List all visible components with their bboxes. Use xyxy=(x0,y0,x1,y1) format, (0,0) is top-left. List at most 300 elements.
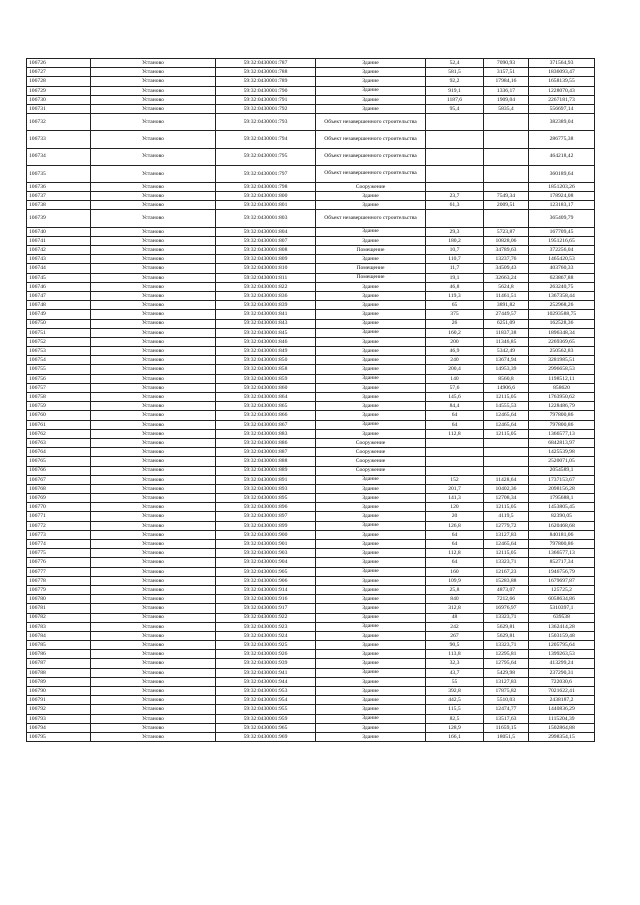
cadastral-value-cell: 125725,2 xyxy=(529,585,595,594)
object-type-cell: Здание xyxy=(316,95,426,104)
row-id-cell: 106792 xyxy=(27,705,91,714)
table-row xyxy=(27,723,595,732)
unit-value-cell: 11837,38 xyxy=(484,328,529,337)
settlement-cell: Установо xyxy=(91,659,216,668)
unit-value-cell: 3891,82 xyxy=(484,301,529,310)
cadastral-number-cell: 59:32:0430001:807 xyxy=(216,236,316,245)
cadastral-value-cell: 286775,38 xyxy=(529,131,595,148)
row-id-cell: 106749 xyxy=(27,310,91,319)
area-cell: 110,7 xyxy=(426,255,484,264)
object-type-cell: Здание xyxy=(316,475,426,484)
row-id-cell: 106770 xyxy=(27,503,91,512)
area-cell: 64 xyxy=(426,411,484,420)
table-row xyxy=(27,705,595,714)
settlement-cell: Установо xyxy=(91,328,216,337)
settlement-cell: Установо xyxy=(91,732,216,741)
row-id-cell: 106780 xyxy=(27,595,91,604)
settlement-cell: Установо xyxy=(91,585,216,594)
area-cell: 55 xyxy=(426,677,484,686)
unit-value-cell: 5723,87 xyxy=(484,227,529,236)
unit-value-cell: 1336,17 xyxy=(484,86,529,95)
row-id-cell: 106777 xyxy=(27,567,91,576)
object-type-cell: Здание xyxy=(316,328,426,337)
table-row xyxy=(27,558,595,567)
object-type-cell: Здание xyxy=(316,723,426,732)
cadastral-value-cell: 237290,31 xyxy=(529,668,595,677)
row-id-cell: 106733 xyxy=(27,131,91,148)
cadastral-value-cell: 1763950,62 xyxy=(529,393,595,402)
unit-value-cell: 13323,71 xyxy=(484,613,529,622)
cadastral-value-cell: 6842813,97 xyxy=(529,438,595,447)
settlement-cell: Установо xyxy=(91,558,216,567)
unit-value-cell: 12465,64 xyxy=(484,540,529,549)
row-id-cell: 106754 xyxy=(27,356,91,365)
cadastral-value-cell: 2998354,15 xyxy=(529,732,595,741)
row-id-cell: 106764 xyxy=(27,448,91,457)
object-type-cell: Здание xyxy=(316,429,426,438)
unit-value-cell: 4119,5 xyxy=(484,512,529,521)
unit-value-cell xyxy=(484,165,529,182)
settlement-cell: Установо xyxy=(91,714,216,723)
table-row xyxy=(27,484,595,493)
area-cell: 115,5 xyxy=(426,705,484,714)
area-cell: 29,3 xyxy=(426,227,484,236)
cadastral-value-cell: 1620468,68 xyxy=(529,521,595,530)
settlement-cell: Установо xyxy=(91,291,216,300)
unit-value-cell: 12115,05 xyxy=(484,549,529,558)
cadastral-value-cell: 1366577,13 xyxy=(529,429,595,438)
row-id-cell: 106794 xyxy=(27,723,91,732)
unit-value-cell: 5342,49 xyxy=(484,347,529,356)
cadastral-value-cell: 10293588,75 xyxy=(529,310,595,319)
area-cell xyxy=(426,182,484,191)
area-cell: 145,6 xyxy=(426,393,484,402)
table-row xyxy=(27,131,595,148)
unit-value-cell: 2009,51 xyxy=(484,201,529,210)
table-row xyxy=(27,201,595,210)
cadastral-value-cell: 1366577,13 xyxy=(529,549,595,558)
row-id-cell: 106789 xyxy=(27,677,91,686)
settlement-cell: Установо xyxy=(91,687,216,696)
area-cell: 840 xyxy=(426,595,484,604)
object-type-cell: Здание xyxy=(316,631,426,640)
unit-value-cell: 16976,97 xyxy=(484,604,529,613)
row-id-cell: 106743 xyxy=(27,255,91,264)
settlement-cell: Установо xyxy=(91,347,216,356)
cadastral-number-cell: 59:32:0430001:850 xyxy=(216,356,316,365)
cadastral-number-cell: 59:32:0430001:790 xyxy=(216,86,316,95)
cadastral-number-cell: 59:32:0430001:887 xyxy=(216,448,316,457)
table-row xyxy=(27,192,595,201)
table-row xyxy=(27,402,595,411)
unit-value-cell: 12708,34 xyxy=(484,494,529,503)
row-id-cell: 106731 xyxy=(27,104,91,113)
area-cell xyxy=(426,148,484,165)
cadastral-value-cell: 360189,64 xyxy=(529,165,595,182)
area-cell xyxy=(426,448,484,457)
unit-value-cell: 7090,93 xyxy=(484,59,529,68)
settlement-cell: Установо xyxy=(91,705,216,714)
area-cell: 1187,6 xyxy=(426,95,484,104)
area-cell: 43,7 xyxy=(426,668,484,677)
cadastral-number-cell: 59:32:0430001:893 xyxy=(216,484,316,493)
cadastral-value-cell: 1896348,34 xyxy=(529,328,595,337)
table-row xyxy=(27,104,595,113)
cadastral-value-cell: 1465420,53 xyxy=(529,255,595,264)
unit-value-cell: 5624,8 xyxy=(484,282,529,291)
cadastral-value-table xyxy=(26,58,594,742)
table-row xyxy=(27,503,595,512)
unit-value-cell xyxy=(484,457,529,466)
unit-value-cell: 17984,16 xyxy=(484,77,529,86)
settlement-cell: Установо xyxy=(91,613,216,622)
cadastral-value-cell: 1502864,88 xyxy=(529,723,595,732)
table-row xyxy=(27,210,595,227)
object-type-cell: Здание xyxy=(316,301,426,310)
row-id-cell: 106765 xyxy=(27,457,91,466)
cadastral-number-cell: 59:32:0430001:845 xyxy=(216,328,316,337)
object-type-cell: Объект незавершенного строительства xyxy=(316,148,426,165)
unit-value-cell: 5629,81 xyxy=(484,631,529,640)
unit-value-cell: 12465,64 xyxy=(484,411,529,420)
area-cell: 392,8 xyxy=(426,687,484,696)
cadastral-value-cell: 852717,34 xyxy=(529,558,595,567)
settlement-cell: Установо xyxy=(91,310,216,319)
cadastral-number-cell: 59:32:0430001:791 xyxy=(216,95,316,104)
object-type-cell: Сооружение xyxy=(316,448,426,457)
table-row xyxy=(27,585,595,594)
object-type-cell: Здание xyxy=(316,668,426,677)
table-row xyxy=(27,650,595,659)
unit-value-cell: 12115,05 xyxy=(484,429,529,438)
object-type-cell: Здание xyxy=(316,567,426,576)
row-id-cell: 106785 xyxy=(27,641,91,650)
row-id-cell: 106735 xyxy=(27,165,91,182)
cadastral-value-cell: 413299,24 xyxy=(529,659,595,668)
table-row xyxy=(27,677,595,686)
object-type-cell: Здание xyxy=(316,201,426,210)
object-type-cell: Здание xyxy=(316,291,426,300)
table-row xyxy=(27,347,595,356)
cadastral-value-cell: 1946756,79 xyxy=(529,567,595,576)
area-cell: 48 xyxy=(426,613,484,622)
object-type-cell: Здание xyxy=(316,337,426,346)
table-body xyxy=(27,59,595,742)
object-type-cell: Сооружение xyxy=(316,466,426,475)
settlement-cell: Установо xyxy=(91,420,216,429)
row-id-cell: 106729 xyxy=(27,86,91,95)
unit-value-cell: 5429,98 xyxy=(484,668,529,677)
cadastral-number-cell: 59:32:0430001:804 xyxy=(216,227,316,236)
cadastral-value-cell: 2098156,28 xyxy=(529,484,595,493)
settlement-cell: Установо xyxy=(91,494,216,503)
area-cell: 166,1 xyxy=(426,732,484,741)
table-row xyxy=(27,714,595,723)
settlement-cell: Установо xyxy=(91,595,216,604)
area-cell: 141,3 xyxy=(426,494,484,503)
object-type-cell: Здание xyxy=(316,59,426,68)
settlement-cell: Установо xyxy=(91,503,216,512)
cadastral-value-cell: 1658139,55 xyxy=(529,77,595,86)
cadastral-number-cell: 59:32:0430001:922 xyxy=(216,613,316,622)
cadastral-number-cell: 59:32:0430001:906 xyxy=(216,576,316,585)
unit-value-cell: 5510,03 xyxy=(484,696,529,705)
area-cell: 64 xyxy=(426,540,484,549)
table-row xyxy=(27,227,595,236)
area-cell: 10,7 xyxy=(426,246,484,255)
cadastral-number-cell: 59:32:0430001:866 xyxy=(216,411,316,420)
cadastral-number-cell: 59:32:0430001:953 xyxy=(216,687,316,696)
cadastral-number-cell: 59:32:0430001:923 xyxy=(216,622,316,631)
area-cell: 180,2 xyxy=(426,236,484,245)
unit-value-cell: 17875,82 xyxy=(484,687,529,696)
settlement-cell: Установо xyxy=(91,114,216,131)
area-cell: 46,8 xyxy=(426,282,484,291)
row-id-cell: 106762 xyxy=(27,429,91,438)
row-id-cell: 106740 xyxy=(27,227,91,236)
unit-value-cell: 13237,76 xyxy=(484,255,529,264)
row-id-cell: 106736 xyxy=(27,182,91,191)
area-cell xyxy=(426,114,484,131)
unit-value-cell: 27449,57 xyxy=(484,310,529,319)
area-cell: 140 xyxy=(426,374,484,383)
object-type-cell: Здание xyxy=(316,687,426,696)
cadastral-number-cell: 59:32:0430001:955 xyxy=(216,705,316,714)
row-id-cell: 106763 xyxy=(27,438,91,447)
row-id-cell: 106726 xyxy=(27,59,91,68)
area-cell: 120 xyxy=(426,503,484,512)
cadastral-value-cell: 1228070,43 xyxy=(529,86,595,95)
row-id-cell: 106787 xyxy=(27,659,91,668)
table-row xyxy=(27,457,595,466)
table-row xyxy=(27,337,595,346)
area-cell: 65 xyxy=(426,301,484,310)
cadastral-value-cell: 365409,79 xyxy=(529,210,595,227)
table-row xyxy=(27,696,595,705)
row-id-cell: 106781 xyxy=(27,604,91,613)
settlement-cell: Установо xyxy=(91,182,216,191)
cadastral-value-cell: 1205795,64 xyxy=(529,641,595,650)
area-cell: 57,6 xyxy=(426,383,484,392)
unit-value-cell: 12779,72 xyxy=(484,521,529,530)
cadastral-value-cell: 371564,93 xyxy=(529,59,595,68)
row-id-cell: 106757 xyxy=(27,383,91,392)
row-id-cell: 106773 xyxy=(27,530,91,539)
object-type-cell: Объект незавершенного строительства xyxy=(316,210,426,227)
settlement-cell: Установо xyxy=(91,201,216,210)
cadastral-number-cell: 59:32:0430001:939 xyxy=(216,659,316,668)
row-id-cell: 106788 xyxy=(27,668,91,677)
cadastral-value-cell: 1836093,47 xyxy=(529,68,595,77)
settlement-cell: Установо xyxy=(91,374,216,383)
settlement-cell: Установо xyxy=(91,466,216,475)
settlement-cell: Установо xyxy=(91,402,216,411)
unit-value-cell xyxy=(484,148,529,165)
table-row xyxy=(27,77,595,86)
area-cell: 312,8 xyxy=(426,604,484,613)
cadastral-number-cell: 59:32:0430001:941 xyxy=(216,668,316,677)
row-id-cell: 106752 xyxy=(27,337,91,346)
unit-value-cell xyxy=(484,182,529,191)
area-cell: 82,5 xyxy=(426,714,484,723)
cadastral-number-cell: 59:32:0430001:891 xyxy=(216,475,316,484)
area-cell: 52,4 xyxy=(426,59,484,68)
area-cell: 201,7 xyxy=(426,484,484,493)
cadastral-value-cell: 263240,75 xyxy=(529,282,595,291)
cadastral-value-cell: 6058634,86 xyxy=(529,595,595,604)
object-type-cell: Здание xyxy=(316,549,426,558)
table-row xyxy=(27,668,595,677)
area-cell: 84,4 xyxy=(426,402,484,411)
settlement-cell: Установо xyxy=(91,438,216,447)
object-type-cell: Помещение xyxy=(316,246,426,255)
unit-value-cell: 32663,24 xyxy=(484,273,529,282)
row-id-cell: 106760 xyxy=(27,411,91,420)
table-row xyxy=(27,521,595,530)
unit-value-cell: 13323,71 xyxy=(484,641,529,650)
cadastral-value-cell: 1228486,79 xyxy=(529,402,595,411)
area-cell: 25,8 xyxy=(426,585,484,594)
area-cell xyxy=(426,457,484,466)
object-type-cell: Здание xyxy=(316,484,426,493)
row-id-cell: 106771 xyxy=(27,512,91,521)
table-row xyxy=(27,246,595,255)
area-cell: 90,5 xyxy=(426,641,484,650)
table-row xyxy=(27,641,595,650)
object-type-cell: Здание xyxy=(316,613,426,622)
area-cell: 95,4 xyxy=(426,104,484,113)
cadastral-value-cell: 797800,86 xyxy=(529,540,595,549)
cadastral-value-cell: 162528,36 xyxy=(529,319,595,328)
row-id-cell: 106744 xyxy=(27,264,91,273)
cadastral-number-cell: 59:32:0430001:808 xyxy=(216,246,316,255)
cadastral-number-cell: 59:32:0430001:859 xyxy=(216,374,316,383)
area-cell: 64 xyxy=(426,420,484,429)
row-id-cell: 106756 xyxy=(27,374,91,383)
area-cell: 26 xyxy=(426,319,484,328)
row-id-cell: 106759 xyxy=(27,402,91,411)
table-row xyxy=(27,301,595,310)
cadastral-number-cell: 59:32:0430001:822 xyxy=(216,282,316,291)
object-type-cell: Здание xyxy=(316,558,426,567)
settlement-cell: Установо xyxy=(91,246,216,255)
object-type-cell: Здание xyxy=(316,77,426,86)
object-type-cell: Здание xyxy=(316,68,426,77)
unit-value-cell: 12474,77 xyxy=(484,705,529,714)
cadastral-number-cell: 59:32:0430001:810 xyxy=(216,264,316,273)
cadastral-number-cell: 59:32:0430001:904 xyxy=(216,558,316,567)
table-row xyxy=(27,182,595,191)
row-id-cell: 106746 xyxy=(27,282,91,291)
object-type-cell: Здание xyxy=(316,86,426,95)
object-type-cell: Здание xyxy=(316,356,426,365)
table-row xyxy=(27,622,595,631)
unit-value-cell: 6251,09 xyxy=(484,319,529,328)
cadastral-value-cell: 2438187,2 xyxy=(529,696,595,705)
object-type-cell: Здание xyxy=(316,347,426,356)
cadastral-value-cell: 464218,42 xyxy=(529,148,595,165)
unit-value-cell: 12295,81 xyxy=(484,650,529,659)
row-id-cell: 106751 xyxy=(27,328,91,337)
cadastral-number-cell: 59:32:0430001:903 xyxy=(216,549,316,558)
area-cell xyxy=(426,438,484,447)
cadastral-number-cell: 59:32:0430001:969 xyxy=(216,732,316,741)
unit-value-cell: 12115,05 xyxy=(484,503,529,512)
row-id-cell: 106775 xyxy=(27,549,91,558)
table-row xyxy=(27,291,595,300)
cadastral-value-cell: 3281985,51 xyxy=(529,356,595,365)
cadastral-number-cell: 59:32:0430001:846 xyxy=(216,337,316,346)
cadastral-number-cell: 59:32:0430001:897 xyxy=(216,512,316,521)
row-id-cell: 106778 xyxy=(27,576,91,585)
area-cell: 119,3 xyxy=(426,291,484,300)
cadastral-number-cell: 59:32:0430001:926 xyxy=(216,650,316,659)
table-row xyxy=(27,114,595,131)
area-cell: 19,1 xyxy=(426,273,484,282)
table-row xyxy=(27,86,595,95)
settlement-cell: Установо xyxy=(91,273,216,282)
cadastral-value-cell: 1115204,39 xyxy=(529,714,595,723)
settlement-cell: Установо xyxy=(91,622,216,631)
object-type-cell: Здание xyxy=(316,227,426,236)
area-cell: 375 xyxy=(426,310,484,319)
table-row xyxy=(27,448,595,457)
object-type-cell: Здание xyxy=(316,677,426,686)
object-type-cell: Здание xyxy=(316,650,426,659)
area-cell: 112,8 xyxy=(426,429,484,438)
settlement-cell: Установо xyxy=(91,227,216,236)
unit-value-cell: 12167,23 xyxy=(484,567,529,576)
cadastral-value-cell: 556697,14 xyxy=(529,104,595,113)
cadastral-value-cell: 382389,04 xyxy=(529,114,595,131)
settlement-cell: Установо xyxy=(91,650,216,659)
settlement-cell: Установо xyxy=(91,448,216,457)
area-cell: 109,9 xyxy=(426,576,484,585)
unit-value-cell: 1909,04 xyxy=(484,95,529,104)
table-row xyxy=(27,604,595,613)
unit-value-cell xyxy=(484,114,529,131)
settlement-cell: Установо xyxy=(91,723,216,732)
cadastral-value-cell: 1440836,29 xyxy=(529,705,595,714)
object-type-cell: Объект незавершенного строительства xyxy=(316,114,426,131)
settlement-cell: Установо xyxy=(91,512,216,521)
object-type-cell: Здание xyxy=(316,104,426,113)
cadastral-value-cell: 252968,26 xyxy=(529,301,595,310)
area-cell: 23,7 xyxy=(426,192,484,201)
cadastral-number-cell: 59:32:0430001:792 xyxy=(216,104,316,113)
cadastral-value-cell: 1453805,45 xyxy=(529,503,595,512)
unit-value-cell: 34789,63 xyxy=(484,246,529,255)
settlement-cell: Установо xyxy=(91,696,216,705)
settlement-cell: Установо xyxy=(91,301,216,310)
object-type-cell: Помещение xyxy=(316,273,426,282)
cadastral-value-cell: 840181,06 xyxy=(529,530,595,539)
cadastral-value-cell: 372256,04 xyxy=(529,246,595,255)
row-id-cell: 106791 xyxy=(27,696,91,705)
table-row xyxy=(27,631,595,640)
cadastral-value-cell: 1737153,67 xyxy=(529,475,595,484)
settlement-cell: Установо xyxy=(91,365,216,374)
object-type-cell: Здание xyxy=(316,402,426,411)
object-type-cell: Объект незавершенного строительства xyxy=(316,165,426,182)
table-row xyxy=(27,282,595,291)
cadastral-value-cell: 1951216,65 xyxy=(529,236,595,245)
cadastral-number-cell: 59:32:0430001:886 xyxy=(216,438,316,447)
cadastral-value-cell: 2520071,05 xyxy=(529,457,595,466)
settlement-cell: Установо xyxy=(91,631,216,640)
object-type-cell: Здание xyxy=(316,622,426,631)
object-type-cell: Здание xyxy=(316,503,426,512)
